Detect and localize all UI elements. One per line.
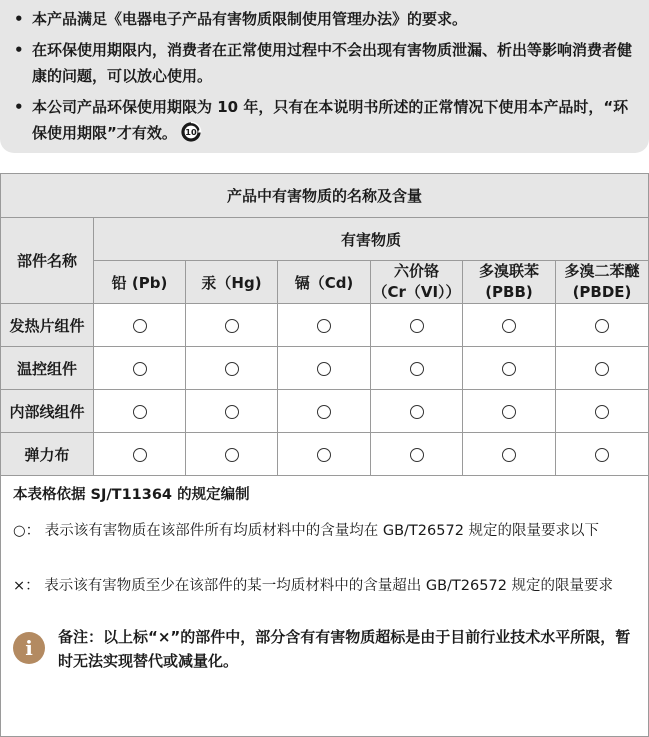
column-header-pbb bbox=[463, 261, 556, 304]
table-row bbox=[1, 433, 649, 476]
compliant-circle-mark bbox=[225, 362, 239, 376]
compliant-circle-mark bbox=[502, 405, 516, 419]
mark-cell bbox=[278, 390, 371, 433]
column-header-cr6 bbox=[371, 261, 463, 304]
column-header-line: 多溴二苯醚 bbox=[564, 262, 640, 280]
mark-cell bbox=[94, 390, 186, 433]
epup-icon-label: 10 bbox=[185, 127, 197, 138]
compliant-circle-mark bbox=[133, 319, 147, 333]
bullet: • bbox=[14, 41, 24, 59]
table-basis-note: 本表格依据 SJ/T11364 的规定编制 bbox=[13, 487, 250, 503]
environment-protection-period-icon bbox=[180, 121, 202, 143]
compliant-circle-mark bbox=[502, 362, 516, 376]
note-text bbox=[14, 94, 639, 146]
note-text: 本产品满足《电器电子产品有害物质限制使用管理办法》的要求。 bbox=[32, 10, 468, 28]
mark-cell bbox=[186, 433, 278, 476]
table-row bbox=[1, 390, 649, 433]
compliant-circle-mark bbox=[595, 405, 609, 419]
mark-cell bbox=[556, 433, 649, 476]
mark-cell bbox=[186, 390, 278, 433]
mark-cell bbox=[186, 304, 278, 347]
table-row bbox=[1, 304, 649, 347]
compliant-circle-mark bbox=[133, 405, 147, 419]
part-name-cell: 弹力布 bbox=[1, 433, 94, 476]
mark-cell bbox=[94, 347, 186, 390]
compliant-circle-mark bbox=[410, 362, 424, 376]
note-item bbox=[14, 37, 639, 89]
part-name-cell: 内部线组件 bbox=[1, 390, 94, 433]
mark-cell bbox=[463, 433, 556, 476]
cross-legend-note: ×： 表示该有害物质至少在该部件的某一均质材料中的含量超出 GB/T26572 规定的限量要求 bbox=[13, 578, 614, 594]
remark-note: 备注：以上标“×”的部件中，部分含有有害物质超标是由于目前行业技术水平所限，暂时无法实现替代或减量化。 bbox=[58, 628, 631, 670]
mark-cell bbox=[278, 433, 371, 476]
compliant-circle-mark bbox=[317, 362, 331, 376]
column-header-line: 铅 (Pb) bbox=[111, 273, 168, 292]
compliant-circle-mark bbox=[502, 319, 516, 333]
mark-cell bbox=[94, 433, 186, 476]
table-title: 产品中有害物质的名称及含量 bbox=[1, 174, 649, 218]
note-item bbox=[14, 6, 639, 32]
compliant-circle-mark bbox=[133, 362, 147, 376]
mark-cell bbox=[371, 347, 463, 390]
compliant-circle-mark bbox=[133, 448, 147, 462]
column-header-line: 多溴联苯 bbox=[478, 262, 539, 280]
column-header-line: (PBB) bbox=[485, 283, 533, 301]
note-text: 在环保使用期限内，消费者在正常使用过程中不会出现有害物质泄漏、析出等影响消费者健康的问题，可以放心使用。 bbox=[32, 41, 633, 85]
mark-cell bbox=[556, 390, 649, 433]
column-header-line: （Cr（VI）） bbox=[372, 283, 461, 301]
compliant-circle-mark bbox=[410, 448, 424, 462]
compliant-circle-mark bbox=[317, 319, 331, 333]
compliant-circle-mark bbox=[410, 319, 424, 333]
column-header-pbde bbox=[556, 261, 649, 304]
bullet: • bbox=[14, 10, 24, 28]
compliant-circle-mark bbox=[502, 448, 516, 462]
mark-cell bbox=[463, 347, 556, 390]
mark-cell bbox=[94, 304, 186, 347]
mark-cell bbox=[278, 347, 371, 390]
substance-table bbox=[0, 173, 649, 476]
substance-header: 有害物质 bbox=[94, 218, 649, 261]
column-header-pb bbox=[94, 261, 186, 304]
note-item bbox=[14, 94, 639, 146]
mark-cell bbox=[556, 347, 649, 390]
mark-cell bbox=[371, 390, 463, 433]
compliant-circle-mark bbox=[595, 362, 609, 376]
circle-legend-note: ○： 表示该有害物质在该部件所有均质材料中的含量均在 GB/T26572 规定的限量要求以下 bbox=[13, 523, 600, 539]
compliant-circle-mark bbox=[595, 448, 609, 462]
part-name-header: 部件名称 bbox=[1, 218, 94, 304]
mark-cell bbox=[371, 433, 463, 476]
table-row bbox=[1, 347, 649, 390]
column-header-line: 六价铬 bbox=[393, 262, 439, 280]
column-header-line: 镉（Cd) bbox=[294, 273, 354, 292]
bullet: • bbox=[14, 98, 24, 116]
compliant-circle-mark bbox=[225, 448, 239, 462]
compliant-circle-mark bbox=[225, 405, 239, 419]
mark-cell bbox=[556, 304, 649, 347]
mark-cell bbox=[186, 347, 278, 390]
compliant-circle-mark bbox=[595, 319, 609, 333]
compliant-circle-mark bbox=[317, 405, 331, 419]
column-header-cd bbox=[278, 261, 371, 304]
compliant-circle-mark bbox=[410, 405, 424, 419]
part-name-cell: 温控组件 bbox=[1, 347, 94, 390]
note-text-body: 本公司产品环保使用期限为 10 年，只有在本说明书所述的正常情况下使用本产品时，“环保使用期限”才有效。 bbox=[32, 98, 629, 142]
mark-cell bbox=[371, 304, 463, 347]
column-header-line: (PBDE) bbox=[572, 283, 632, 301]
column-header-hg bbox=[186, 261, 278, 304]
notes-panel bbox=[0, 0, 649, 153]
mark-cell bbox=[463, 304, 556, 347]
compliant-circle-mark bbox=[317, 448, 331, 462]
part-name-cell: 发热片组件 bbox=[1, 304, 94, 347]
mark-cell bbox=[278, 304, 371, 347]
column-header-line: 汞（Hg) bbox=[201, 273, 262, 292]
compliant-circle-mark bbox=[225, 319, 239, 333]
info-icon: i bbox=[13, 632, 45, 664]
mark-cell bbox=[463, 390, 556, 433]
